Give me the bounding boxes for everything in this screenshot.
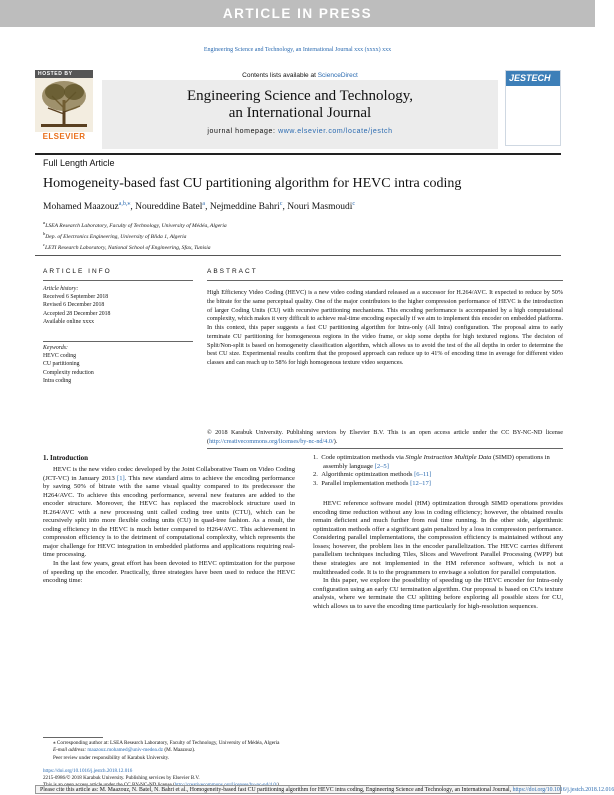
author-affiliation-marker[interactable]: a,b,⁎ bbox=[118, 201, 131, 207]
info-rule bbox=[43, 280, 193, 281]
article-history bbox=[43, 285, 193, 326]
body-paragraph: In this paper, we explore the possibility of speeding up the HEVC encoder for Intra-only configuration using an early CU termination algorithm. Our proposal is based on CU's texture analysis, where we terminate the CU splitting before exploring all possible sizes for CU, which allows us to save the encoding time particularly for high-resolution sequences. bbox=[313, 577, 563, 610]
corresponding-author-note: ⁎ Corresponding author at: LSEA Research Laboratory, Faculty of Technology, University of Médéa, Algeria bbox=[53, 740, 280, 746]
history-item: Available online xxxx bbox=[43, 318, 95, 325]
email-owner: (M. Maazouz). bbox=[163, 747, 196, 754]
affiliation: $^c$LETI Research Laboratory, National School of Engineering, Sfax, Tunisia bbox=[43, 242, 211, 251]
citation-link[interactable]: [12–17] bbox=[410, 479, 431, 487]
citation-link[interactable]: [2–5] bbox=[374, 462, 389, 470]
paragraph-gap bbox=[313, 488, 563, 500]
author-name: Noureddine Batel bbox=[135, 202, 203, 213]
body-paragraph: HEVC is the new video codec developed by the Joint Collaborative Team on Video Coding (JCT-VC) in January 2013 [1]. This new standard aims to achieve the encoding performance by saving 50% of bitrate with the same visual quality compared to its predecessor the H264/AVC. To achieve this encoding performance, several new features are added to the encoder structure. Moreover, the HEVC has replaced the macroblock structure used in H.264/AVC with a new processing unit called coding tree units (CTU), which can be recursively split into more flexible coding units (CU) in quad-tree fashion. As a result, the coding efficiency in the HEVC is much better compared to H264/AVC. This achievement in compression efficiency is to the detriment of computational complexity, which represents the major challenge for HEVC integration in embedded platforms and applications requiring real-time processing. bbox=[43, 466, 295, 559]
cite-text: Please cite this article as: M. Maazouz, N. Batel, N. Bahri et al., Homogeneity-based fast CU partitioning algorithm for HEVC intra coding, Engineering Science and Technology, an International Journal, bbox=[40, 787, 513, 793]
copyright-end: ). bbox=[333, 437, 338, 445]
list-item: 2. Algorithmic optimization methods [6–11] bbox=[313, 471, 432, 479]
abstract-copyright bbox=[207, 429, 563, 447]
citation-link[interactable]: [1] bbox=[117, 474, 125, 482]
journal-title bbox=[102, 88, 498, 122]
affiliation-list bbox=[43, 219, 563, 252]
copyright-text: © 2018 Karabuk University. Publishing services by Elsevier B.V. This is an open access article under the CC BY-NC-ND license ( bbox=[207, 429, 563, 445]
body-column-right bbox=[313, 454, 563, 611]
strategy-list bbox=[313, 454, 563, 488]
author-affiliation-marker[interactable]: a bbox=[202, 201, 206, 207]
email-label: E-mail address: bbox=[53, 747, 87, 754]
emphasis: Single Instruction Multiple Data bbox=[405, 454, 492, 461]
author-name: Mohamed Maazouz bbox=[43, 202, 119, 213]
cite-this-article-box bbox=[35, 785, 614, 794]
author-affiliation-marker[interactable]: c bbox=[279, 201, 283, 207]
journal-citation-link[interactable]: Engineering Science and Technology, an International Journal xxx (xxxx) xxx bbox=[203, 47, 392, 53]
contents-prefix: Contents lists available at bbox=[242, 72, 316, 79]
citation-link[interactable]: [6–11] bbox=[414, 471, 432, 479]
body-paragraph: HEVC reference software model (HM) optimization through SIMD operations provides encoding time reduction without any loss in coding efficiency; however, the obtained results remain deficient and much further from real time running. In the other side, algorithmic optimization methods offer a significant gain penalized by a loss in compression performance. Considering parallel implementations, the compression efficiency is maintained without any losses; however, the problem lies in the encoder parallelization. The HEVC carries different parallelism techniques including Tiles, Slices and Wavefront Parallel Processing (WPP) but these strategies are not implemented in the HM reference software, which is not a multithreaded code. It is to the programmers to envisage a solution for parallel computation. bbox=[313, 500, 563, 576]
affiliation-marker: b bbox=[43, 231, 46, 237]
homepage-link[interactable]: www.elsevier.com/locate/jestch bbox=[278, 128, 393, 135]
cite-doi-link[interactable]: https://doi.org/10.1016/j.jestch.2018.12.016 bbox=[512, 787, 614, 793]
abstract-rule bbox=[207, 280, 563, 281]
email-link[interactable]: maazouz.mohamed@univ-medea.dz bbox=[87, 747, 164, 754]
keywords-rule bbox=[43, 341, 193, 342]
body-column-left bbox=[43, 466, 295, 586]
header-rule bbox=[35, 153, 561, 155]
article-in-press-banner: ARTICLE IN PRESS bbox=[0, 0, 595, 27]
journal-title-line2: an International Journal bbox=[228, 105, 372, 121]
cover-logo: JESTECH bbox=[509, 73, 551, 83]
license-link[interactable]: http://creativecommons.org/licenses/by-nc-nd/4.0/ bbox=[209, 437, 334, 445]
list-item: 1. Code optimization methods via Single Instruction Multiple Data (SIMD) operations in assembly language [2–5] bbox=[313, 454, 550, 470]
history-label: Article history: bbox=[43, 286, 79, 292]
abstract-text: High Efficiency Video Coding (HEVC) is a new video coding standard released as a successor for H.264/AVC. It expected to reduce by 50% the bitrate for the same perceptual quality. One of the major contributors to the higher compression performance of HEVC is the introduction of larger Coding Units (CU) with recursive partitioning mechanisms. This encoding performance is accompanied by a high computational complexity, which makes it very difficult to achieve real-time encoding especially if we aim to implement this encoder on embedded platforms. In this context, this paper suggests a fast CU partitioning algorithm for Intra-only (All Intra) configuration. The proposal aims to early terminate CU partitioning for homogeneous regions in the video frame, or skip some depths for high textured regions. The decision of Split/Non-split is based on homogeneity classification algorithm, which allows us to avoid the test of the all depths in order to determine the best CU size. Experimental results confirm that the proposed approach can reduce up to 41% of encoding time in average for different video classes and can reach up to 58% for high homogenous texture video sequences. bbox=[207, 289, 563, 366]
contents-line bbox=[102, 72, 498, 79]
author-affiliation-marker[interactable]: c bbox=[352, 201, 356, 207]
peer-review-note: Peer review under responsibility of Karabuk University. bbox=[53, 754, 170, 761]
elsevier-tree-logo bbox=[35, 70, 93, 132]
affiliation: $^b$Dep. of Electronics Engineering, University of Blida 1, Algeria bbox=[43, 231, 187, 240]
author-name: Nejmeddine Bahri bbox=[209, 202, 280, 213]
history-item: Revised 6 December 2018 bbox=[43, 302, 105, 309]
author-name: Nouri Masmoudi bbox=[287, 202, 353, 213]
history-item: Accepted 28 December 2018 bbox=[43, 310, 111, 317]
section-heading-introduction: 1. Introduction bbox=[43, 454, 88, 462]
footnotes bbox=[43, 740, 295, 762]
keywords bbox=[43, 344, 193, 385]
email-note bbox=[43, 747, 295, 754]
affiliation: $^a$LSEA Research Laboratory, Faculty of Technology, University of Médéa, Algeria bbox=[43, 220, 227, 229]
abstract-bottom-rule bbox=[207, 448, 563, 449]
article-type: Full Length Article bbox=[43, 158, 115, 168]
history-item: Received 6 September 2018 bbox=[43, 294, 109, 301]
sciencedirect-link[interactable]: ScienceDirect bbox=[317, 72, 358, 79]
article-info-heading: ARTICLE INFO bbox=[43, 268, 112, 275]
body-paragraph: In the last few years, great effort has been devoted to HEVC optimization for the purpose of speeding up the encoder. Practically, three strategies have been used to reduce the HEVC encoding time: bbox=[43, 560, 295, 585]
doi-link[interactable]: https://doi.org/10.1016/j.jestch.2018.12.016 bbox=[43, 768, 133, 774]
author-list: Mohamed Maazouz$^{a,b,⁎}$, Noureddine Batel$^a$, Nejmeddine Bahri$^c$, Nouri Masmoudi$^c$ bbox=[43, 201, 356, 213]
publisher-name: ELSEVIER bbox=[42, 132, 86, 141]
hosted-by-label: HOSTED BY bbox=[35, 70, 93, 78]
journal-homepage bbox=[102, 128, 498, 135]
keyword-item: CU partitioning bbox=[43, 361, 80, 368]
keyword-item: HEVC coding bbox=[43, 353, 77, 360]
keyword-item: Complexity reduction bbox=[43, 369, 94, 376]
keyword-item: Intra coding bbox=[43, 377, 72, 384]
article-title: Homogeneity-based fast CU partitioning algorithm for HEVC intra coding bbox=[43, 176, 462, 191]
abstract-heading: ABSTRACT bbox=[207, 268, 258, 275]
section-rule bbox=[35, 255, 561, 256]
issn-line: 2215-0986/© 2018 Karabuk University. Publishing services by Elsevier B.V. bbox=[43, 775, 200, 782]
footnote-rule bbox=[43, 737, 103, 738]
keywords-label: Keywords: bbox=[43, 345, 68, 351]
journal-cover-thumbnail bbox=[505, 70, 561, 146]
affiliation-marker: a bbox=[43, 220, 46, 225]
homepage-prefix: journal homepage: bbox=[207, 128, 276, 135]
journal-title-line1: Engineering Science and Technology, bbox=[187, 88, 413, 104]
list-item: 3. Parallel implementation methods [12–17] bbox=[313, 479, 431, 487]
affiliation-marker: c bbox=[43, 242, 45, 248]
